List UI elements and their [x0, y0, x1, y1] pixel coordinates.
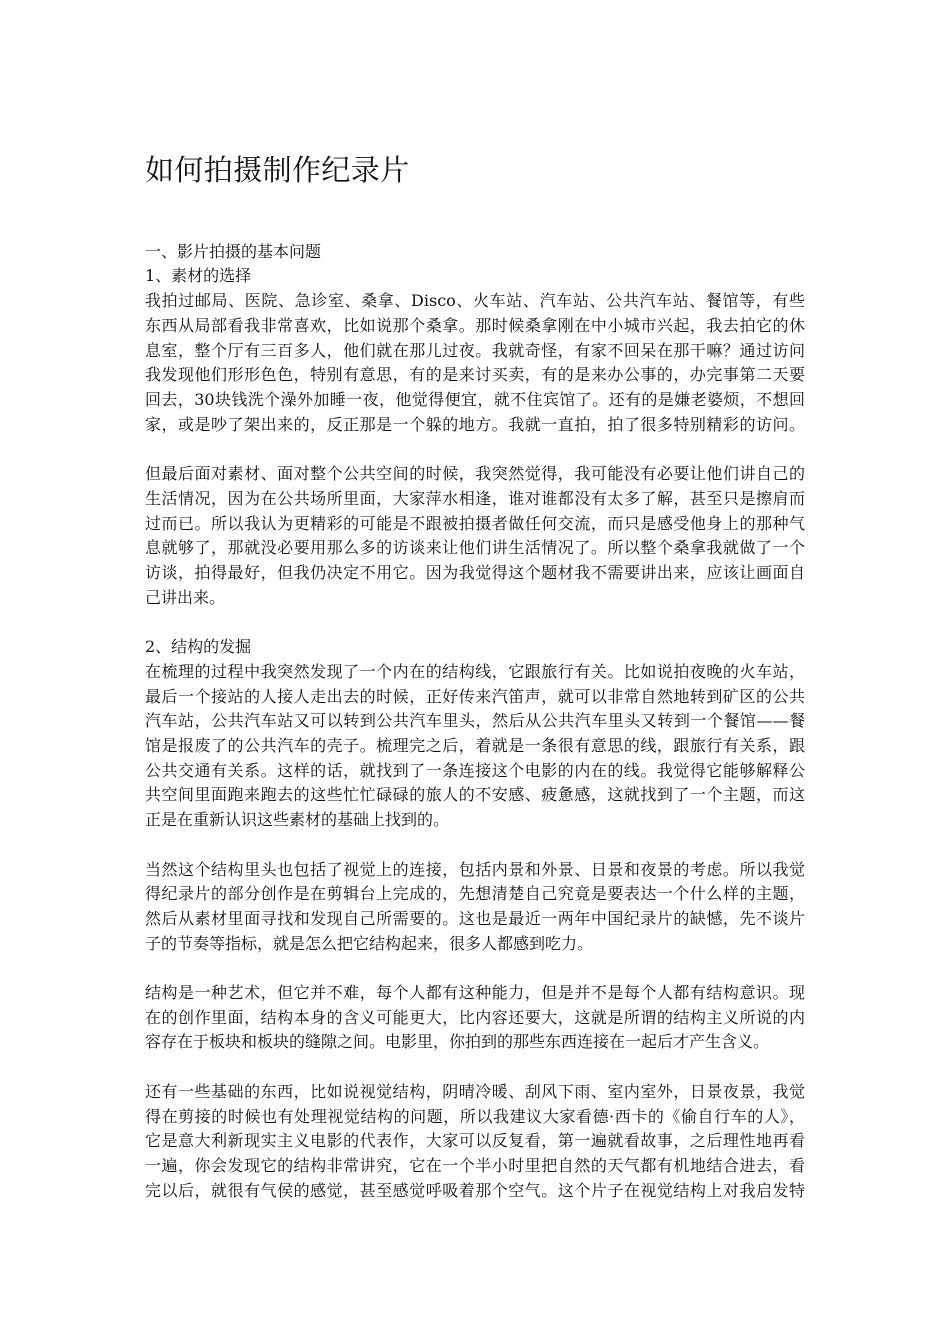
- paragraph-3-line-3: 汽车站，公共汽车站又可以转到公共汽车里头，然后从公共汽车里头又转到一个餐馆——餐: [145, 711, 805, 730]
- paragraph-4-line-3: 然后从素材里面寻找和发现自己所需要的。这也是最近一两年中国纪录片的缺憾，先不谈片: [145, 909, 805, 928]
- paragraph-3-line-7: 正是在重新认识这些素材的基础上找到的。: [145, 810, 450, 829]
- paragraph-4-line-4: 子的节奏等指标，就是怎么把它结构起来，很多人都感到吃力。: [145, 934, 594, 953]
- paragraph-2-line-3: 过而已。所以我认为更精彩的可能是不跟被拍摄者做任何交流，而只是感受他身上的那种气: [145, 514, 805, 533]
- paragraph-2-line-4: 息就够了，那就没必要用那么多的访谈来让他们讲生活情况了。所以整个桑拿我就做了一个: [145, 538, 805, 557]
- paragraph-3-line-1: 在梳理的过程中我突然发现了一个内在的结构线，它跟旅行有关。比如说拍夜晚的火车站，: [145, 662, 805, 681]
- paragraph-2-line-6: 己讲出来。: [145, 588, 226, 607]
- document-title: 如何拍摄制作纪录片: [145, 153, 410, 187]
- paragraph-5-line-3: 容存在于板块和板块的缝隙之间。电影里，你拍到的那些东西连接在一起后才产生含义。: [145, 1032, 770, 1051]
- section-heading: 一、影片拍摄的基本问题: [145, 242, 322, 261]
- paragraph-1-line-2: 东西从局部看我非常喜欢，比如说那个桑拿。那时候桑拿刚在中小城市兴起，我去拍它的休: [145, 316, 805, 335]
- paragraph-6-line-3: 它是意大利新现实主义电影的代表作，大家可以反复看，第一遍就看故事，之后理性地再看: [145, 1131, 805, 1150]
- paragraph-6-line-5: 完以后，就很有气侯的感觉，甚至感觉呼吸着那个空气。这个片子在视觉结构上对我启发特: [145, 1181, 805, 1200]
- paragraph-2-line-5: 访谈，拍得最好，但我仍决定不用它。因为我觉得这个题材我不需要讲出来，应该让画面自: [145, 563, 805, 582]
- paragraph-3-line-2: 最后一个接站的人接人走出去的时候，正好传来汽笛声，就可以非常自然地转到矿区的公共: [145, 687, 805, 706]
- paragraph-6-line-1: 还有一些基础的东西，比如说视觉结构，阴晴冷暖、刮风下雨、室内室外，日景夜景，我觉: [145, 1082, 805, 1101]
- subheading-structure-discovery: 2、结构的发掘: [145, 637, 252, 656]
- paragraph-3-line-5: 公共交通有关系。这样的话，就找到了一条连接这个电影的内在的线。我觉得它能够解释公: [145, 761, 805, 780]
- paragraph-1-line-4: 我发现他们形形色色，特别有意思，有的是来讨买卖，有的是来办公事的，办完事第二天要: [145, 365, 805, 384]
- paragraph-2-line-1: 但最后面对素材、面对整个公共空间的时候，我突然觉得，我可能没有必要让他们讲自己的: [145, 464, 805, 483]
- paragraph-5-line-2: 在的创作里面，结构本身的含义可能更大，比内容还要大，这就是所谓的结构主义所说的内: [145, 1008, 805, 1027]
- paragraph-1-line-1: 我拍过邮局、医院、急诊室、桑拿、Disco、火车站、汽车站、公共汽车站、餐馆等，有些: [145, 291, 805, 310]
- paragraph-5-line-1: 结构是一种艺术，但它并不难，每个人都有这种能力，但是并不是每个人都有结构意识。现: [145, 983, 805, 1002]
- paragraph-1-line-5: 回去，30块钱洗个澡外加睡一夜，他觉得便宜，就不住宾馆了。还有的是嫌老婆烦，不想回: [145, 390, 805, 409]
- paragraph-6-line-4: 一遍，你会发现它的结构非常讲究，它在一个半小时里把自然的天气都有机地结合进去，看: [145, 1156, 805, 1175]
- paragraph-2-line-2: 生活情况，因为在公共场所里面，大家萍水相逢，谁对谁都没有太多了解，甚至只是擦肩而: [145, 489, 805, 508]
- paragraph-4-line-1: 当然这个结构里头也包括了视觉上的连接，包括内景和外景、日景和夜景的考虑。所以我觉: [145, 860, 805, 879]
- paragraph-3-line-6: 共空间里面跑来跑去的这些忙忙碌碌的旅人的不安感、疲惫感，这就找到了一个主题，而这: [145, 785, 805, 804]
- subheading-material-selection: 1、素材的选择: [145, 266, 252, 285]
- paragraph-6-line-2: 得在剪接的时候也有处理视觉结构的问题，所以我建议大家看德·西卡的《偷自行车的人》，: [145, 1107, 805, 1126]
- paragraph-1-line-6: 家，或是吵了架出来的，反正那是一个躲的地方。我就一直拍，拍了很多特别精彩的访问。: [145, 415, 805, 434]
- paragraph-1-line-3: 息室，整个厅有三百多人，他们就在那儿过夜。我就奇怪，有家不回呆在那干嘛？通过访问: [145, 341, 805, 360]
- paragraph-4-line-2: 得纪录片的部分创作是在剪辑台上完成的，先想清楚自己究竟是要表达一个什么样的主题，: [145, 884, 805, 903]
- paragraph-3-line-4: 馆是报废了的公共汽车的壳子。梳理完之后，着就是一条很有意思的线，跟旅行有关系，跟: [145, 736, 805, 755]
